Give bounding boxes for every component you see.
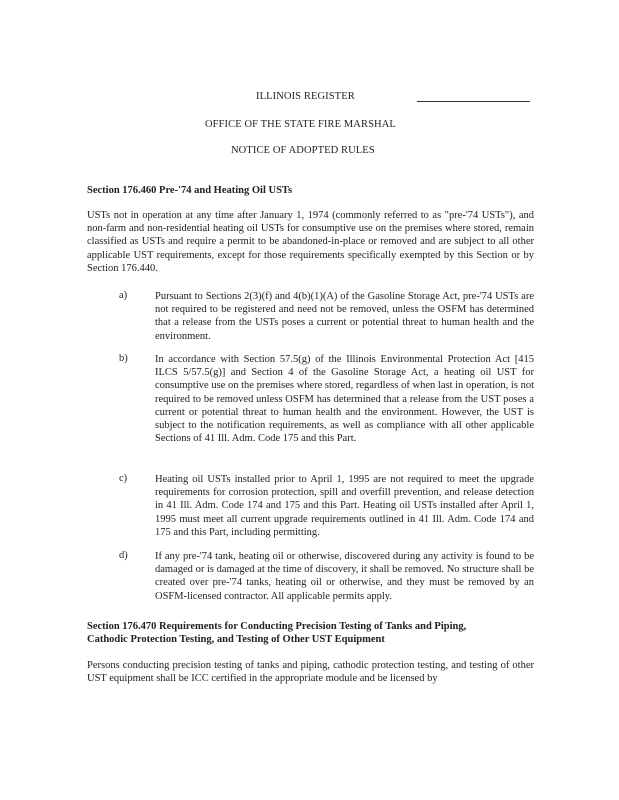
section-470-intro: Persons conducting precision testing of tanks and piping, cathodic protection testing, and testing of other UST equipment shall be ICC certified in the appropriate module and be licensed by — [87, 660, 534, 685]
subsection-c-label: c) — [119, 473, 128, 484]
office-title: OFFICE OF THE STATE FIRE MARSHAL — [205, 119, 396, 130]
notice-title: NOTICE OF ADOPTED RULES — [231, 145, 375, 156]
subsection-d-text: If any pre-'74 tank, heating oil or otherwise, discovered during any activity is found to be damaged or is damaged at the time of discovery, it shall be removed. No structure shall be created over pre-'74 tanks, heating oil or otherwise, and they must be removed by an OSFM-licensed contractor. All applicable permits apply. — [155, 551, 534, 602]
subsection-c-text: Heating oil USTs installed prior to April 1, 1995 are not required to meet the upgrade requirements for corrosion protection, spill and overfill prevention, and release detection in 41 Ill. Adm. Code 174 and 175 and this Part. Heating oil USTs installed after April 1, 1995 must meet all current upgrade requirements outlined in 41 Ill. Adm. Code 174 and 175 and this Part, including permitting. — [155, 474, 534, 538]
subsection-b-label: b) — [119, 353, 128, 364]
section-470-heading-line2: Cathodic Protection Testing, and Testing of Other UST Equipment — [87, 634, 385, 645]
register-title: ILLINOIS REGISTER — [256, 91, 355, 102]
subsection-d-label: d) — [119, 550, 128, 561]
section-460-heading: Section 176.460 Pre-'74 and Heating Oil USTs — [87, 185, 293, 196]
subsection-b-text: In accordance with Section 57.5(g) of the Illinois Environmental Protection Act [415 ILCS 5/57.5(g)] and Section 4 of the Gasoline Storage Act, a heating oil UST for consumptive use on the premises where stored, regardless of when last in operation, is not required to be removed unless OSFM has determined that a release from the UST poses a current or potential threat to human health and the environment. However, the UST is subject to the notification requirements, as well as compliance with all other applicable Sections of 41 Ill. Adm. Code 175 and this Part. — [155, 354, 534, 445]
register-issue-line — [417, 101, 530, 102]
subsection-a-label: a) — [119, 290, 128, 301]
section-460-intro: USTs not in operation at any time after January 1, 1974 (commonly referred to as "pre-'74 USTs"), and non-farm and non-residential heating oil USTs for consumptive use on the premises where stored, remain classified as USTs and require a permit to be abandoned-in-place or removed and are subject to all other applicable UST requirements, except for those requirements specifically exempted by this Section or by Section 176.440. — [87, 210, 534, 274]
section-470-heading-line1: Section 176.470 Requirements for Conducting Precision Testing of Tanks and Piping, — [87, 621, 467, 632]
subsection-a-text: Pursuant to Sections 2(3)(f) and 4(b)(1)(A) of the Gasoline Storage Act, pre-'74 USTs are not required to be registered and need not be removed, unless the OSFM has determined that a release from the USTs poses a current or potential threat to human health and the environment. — [155, 291, 534, 342]
